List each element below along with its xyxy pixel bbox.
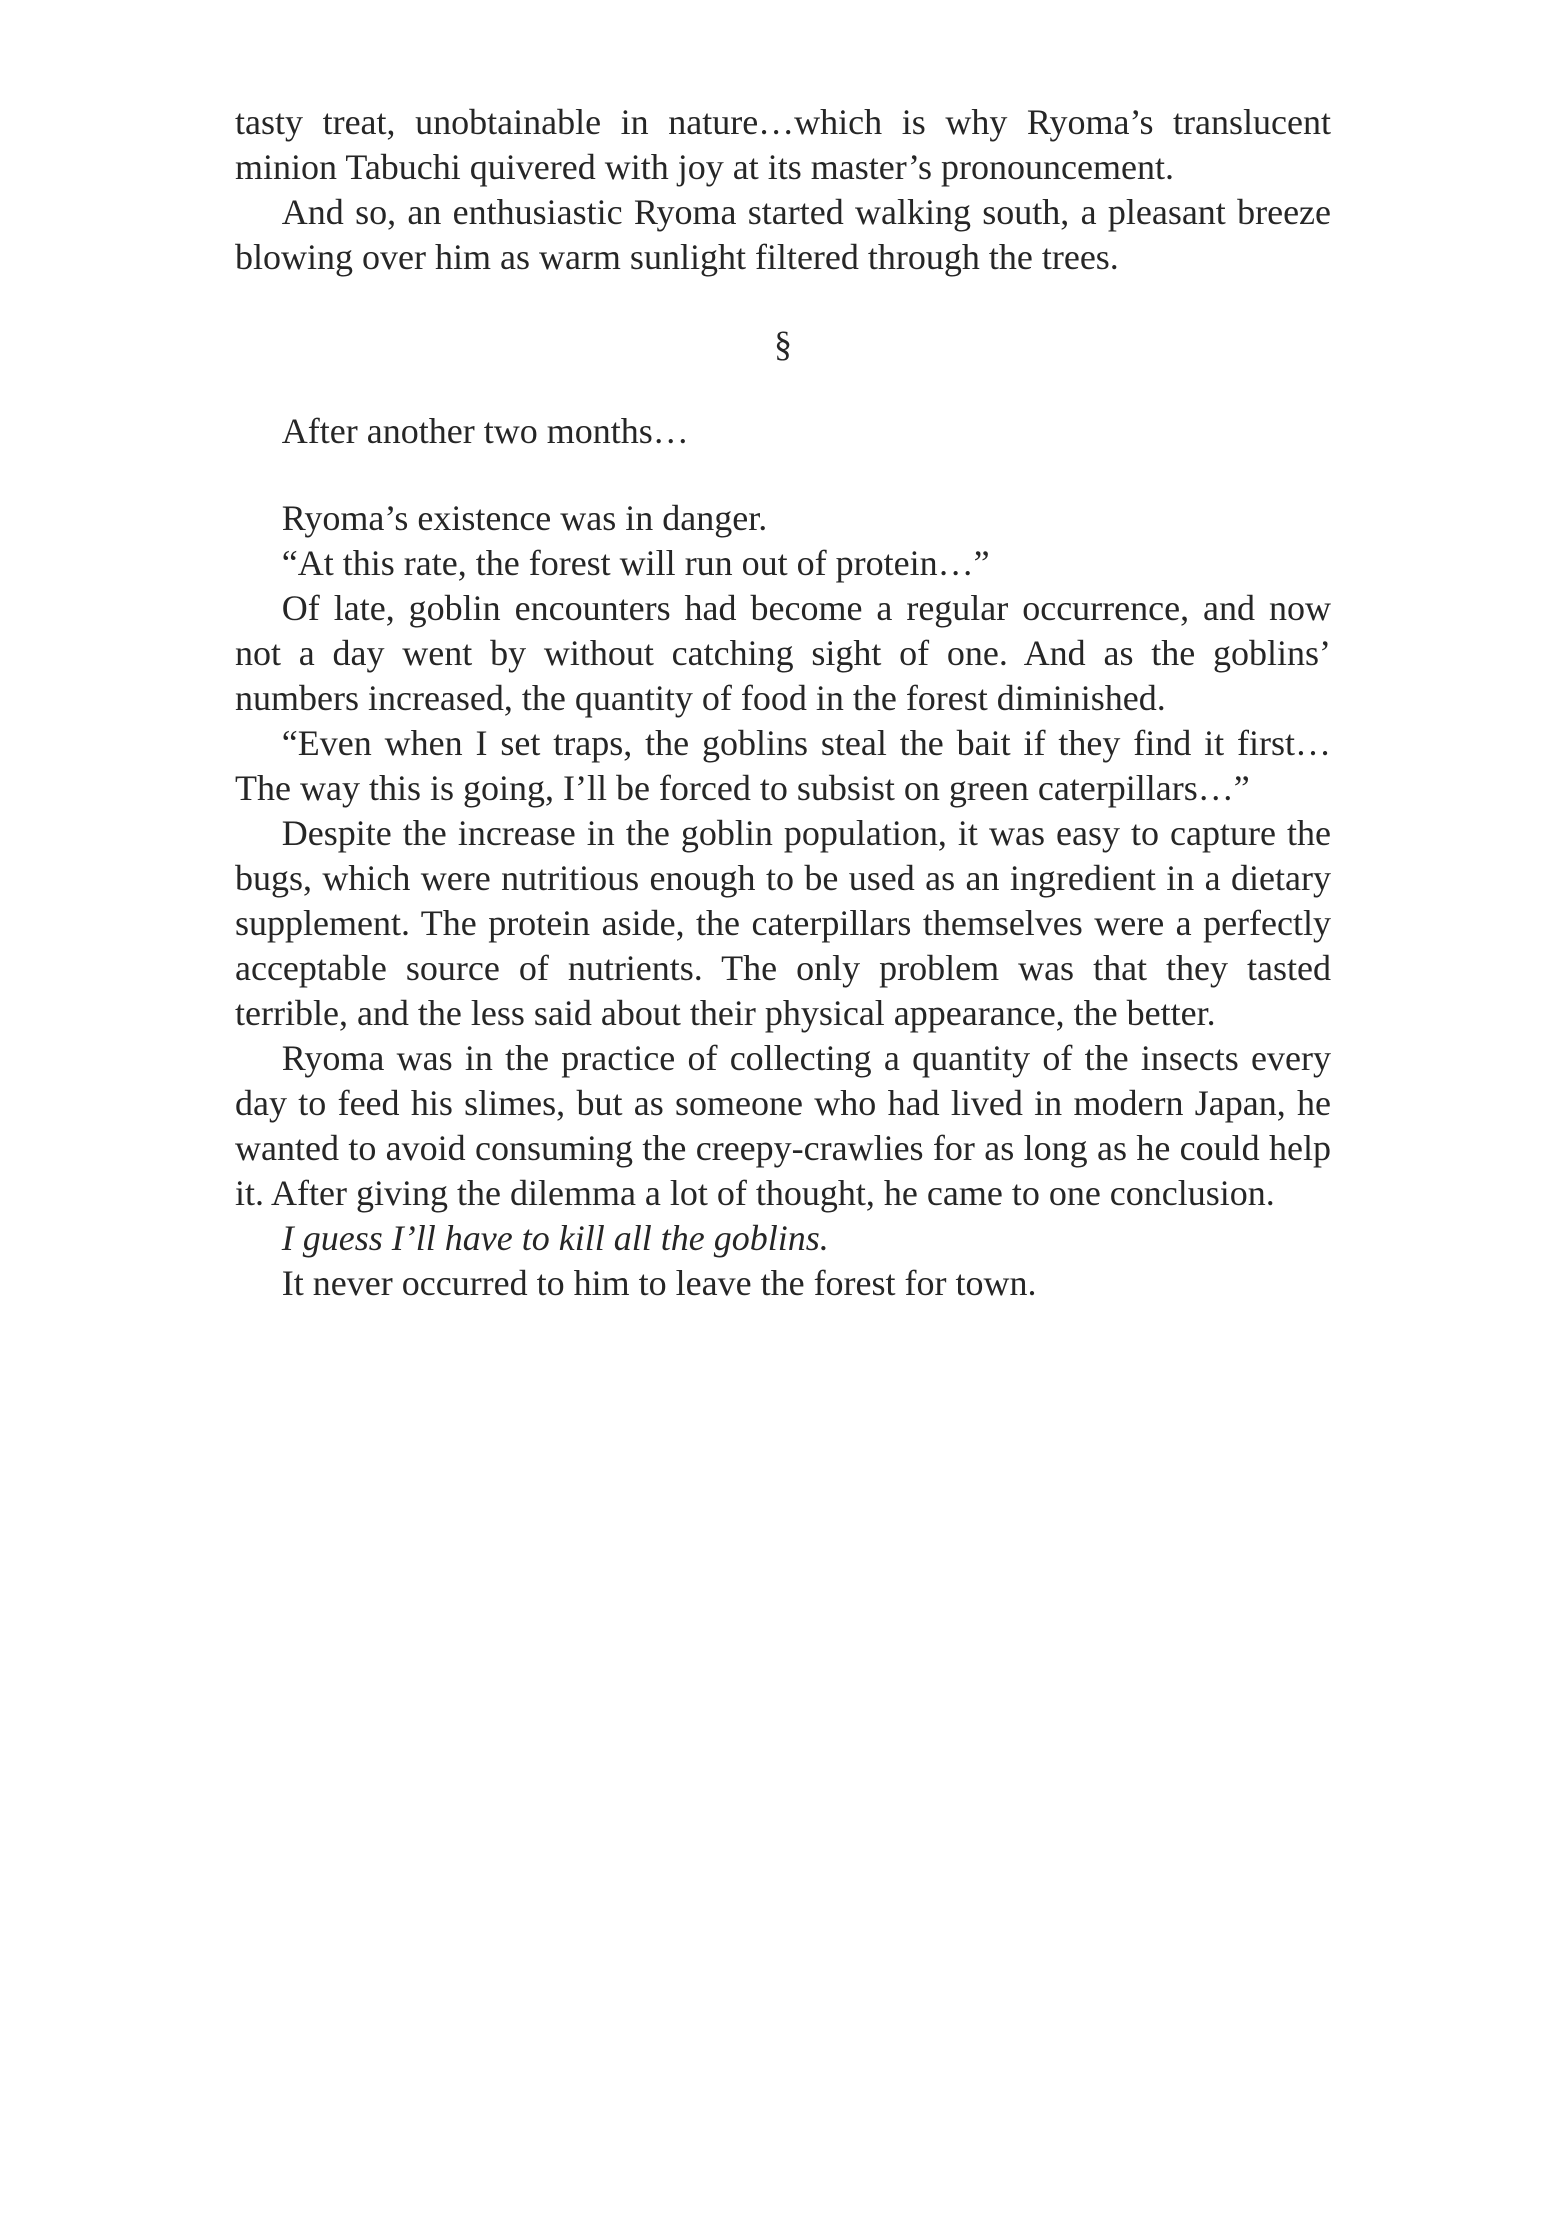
paragraph: tasty treat, unobtainable in nature…which is why Ryoma’s translucent minion Tabuchi quivered with joy at its master’s pronouncement. xyxy=(235,102,1331,187)
paragraph: “Even when I set traps, the goblins steal the bait if they find it first… The way this is going, I’ll be forced to subsist on green caterpillars…” xyxy=(235,723,1331,808)
paragraph: Of late, goblin encounters had become a regular occurrence, and now not a day went by without catching sight of one. And as the goblins’ numbers increased, the quantity of food in the forest diminished. xyxy=(235,588,1331,718)
paragraph: It never occurred to him to leave the forest for town. xyxy=(281,1263,1037,1303)
paragraph: I guess I’ll have to kill all the goblins. xyxy=(281,1218,829,1258)
paragraph: “At this rate, the forest will run out of protein…” xyxy=(281,543,990,583)
paragraph: Ryoma was in the practice of collecting a quantity of the insects every day to feed his slimes, but as someone who had lived in modern Japan, he wanted to avoid consuming the creepy-crawlies for as long as he could help it. After giving the dilemma a lot of thought, he came to one conclusion. xyxy=(235,1038,1331,1213)
paragraph: And so, an enthusiastic Ryoma started walking south, a pleasant breeze blowing over him as warm sunlight filtered through the trees. xyxy=(235,192,1331,277)
paragraph: Ryoma’s existence was in danger. xyxy=(281,498,768,538)
paragraph: Despite the increase in the goblin population, it was easy to capture the bugs, which were nutritious enough to be used as an ingredient in a dietary supplement. The protein aside, the caterpillars themselves were a perfectly acceptable source of nutrients. The only problem was that they tasted terrible, and the less said about their physical appearance, the better. xyxy=(235,813,1331,1033)
paragraph: After another two months… xyxy=(281,411,689,451)
text-column xyxy=(235,100,1331,1306)
section-break-mark: § xyxy=(774,324,792,364)
